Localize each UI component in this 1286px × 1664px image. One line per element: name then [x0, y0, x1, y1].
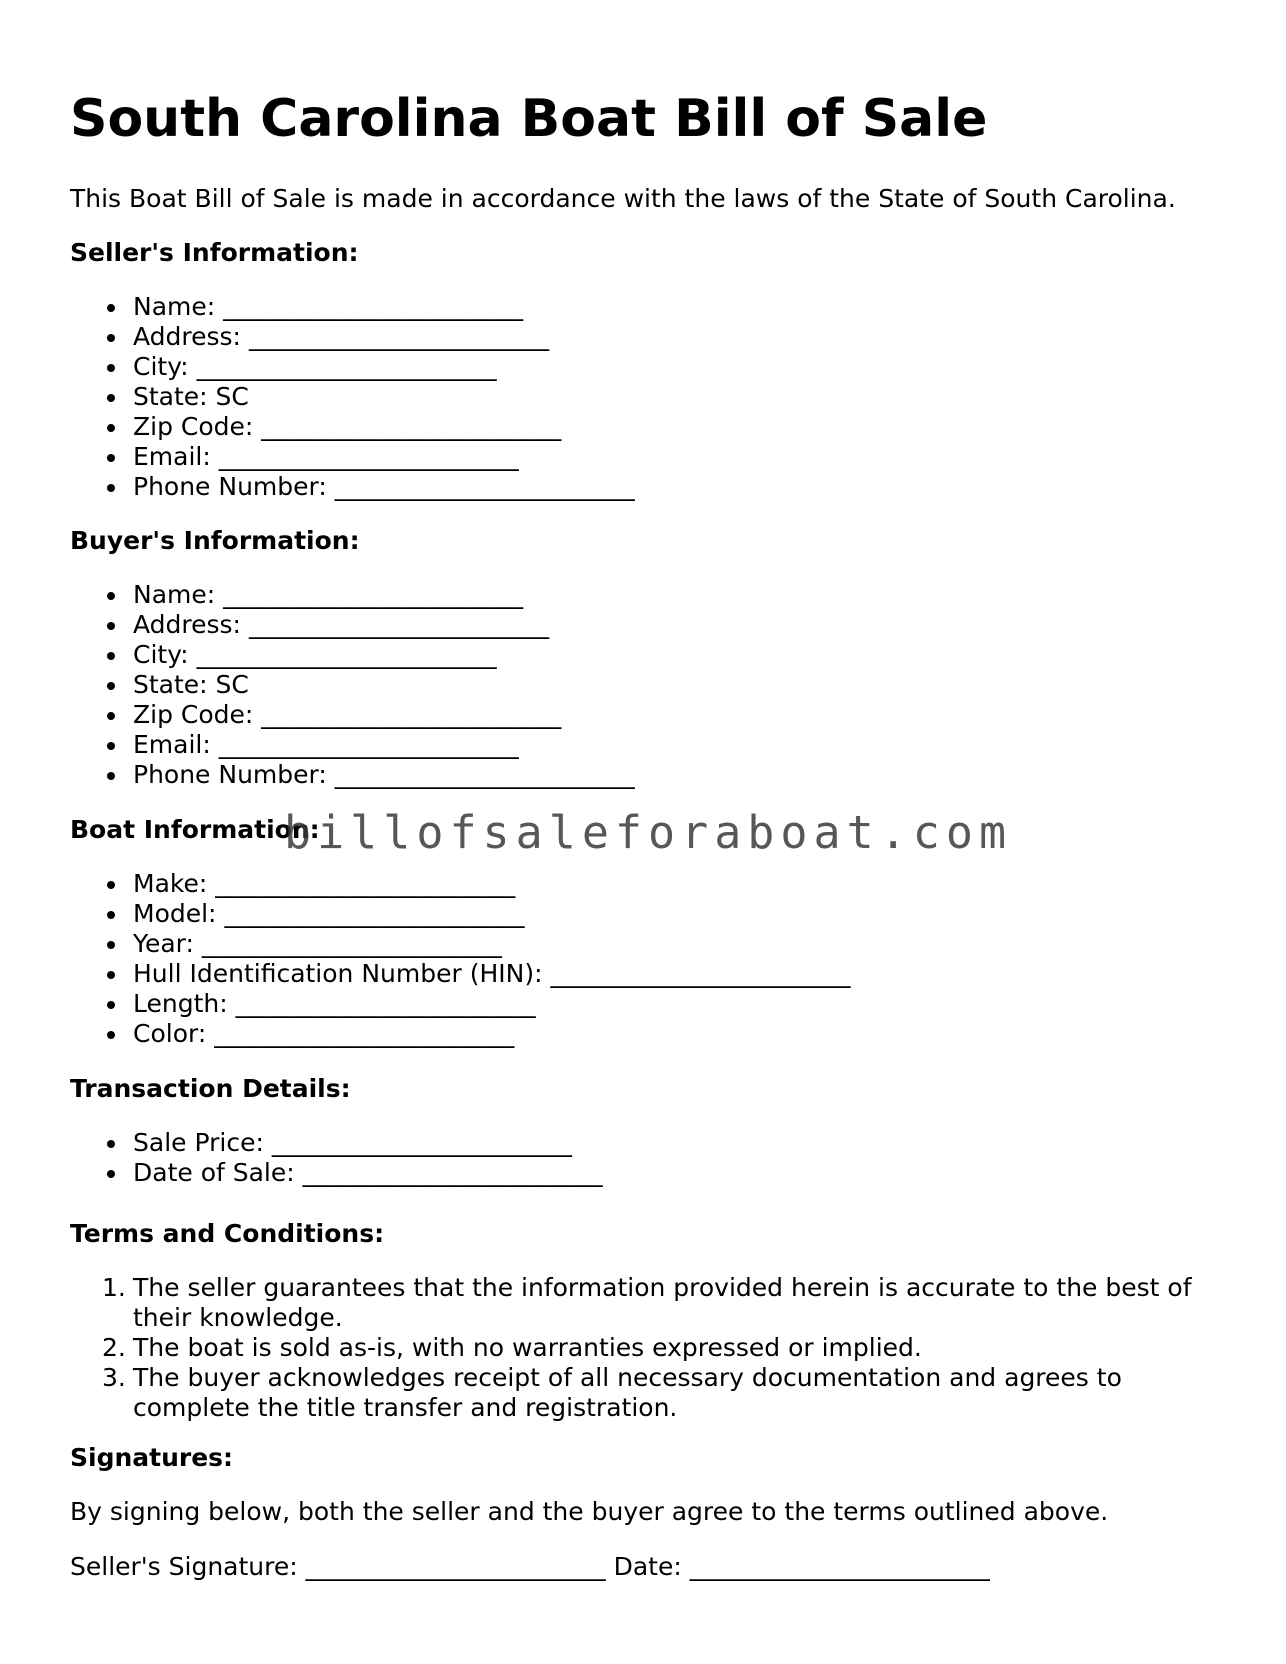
seller-heading: Seller's Information:	[70, 238, 359, 267]
seller-email-field: Email: ________________________	[70, 442, 635, 472]
seller-zip-field: Zip Code: ________________________	[70, 412, 635, 442]
buyer-fields	[70, 580, 635, 790]
buyer-heading: Buyer's Information:	[70, 526, 360, 555]
buyer-email-field: Email: ________________________	[70, 730, 635, 760]
transaction-heading: Transaction Details:	[70, 1074, 351, 1103]
seller-fields	[70, 292, 635, 502]
buyer-state-field: State: SC	[70, 670, 635, 700]
watermark-text: billofsaleforaboat.com	[284, 806, 1013, 859]
buyer-zip-field: Zip Code: ________________________	[70, 700, 635, 730]
page-title: South Carolina Boat Bill of Sale	[70, 89, 988, 149]
terms-heading: Terms and Conditions:	[70, 1219, 385, 1248]
buyer-phone-field: Phone Number: ________________________	[70, 760, 635, 790]
boat-fields	[70, 869, 850, 1049]
signatures-text: By signing below, both the seller and the buyer agree to the terms outlined above.	[70, 1497, 1109, 1526]
seller-signature-line: Seller's Signature: ________________________ Date: ________________________	[70, 1552, 990, 1581]
signatures-heading: Signatures:	[70, 1443, 234, 1472]
boat-hin-field: Hull Identification Number (HIN): ________________________	[70, 959, 850, 989]
date-of-sale-field: Date of Sale: ________________________	[70, 1158, 603, 1188]
boat-year-field: Year: ________________________	[70, 929, 850, 959]
seller-address-field: Address: ________________________	[70, 322, 635, 352]
buyer-city-field: City: ________________________	[70, 640, 635, 670]
seller-state-field: State: SC	[70, 382, 635, 412]
term-item: 3. The buyer acknowledges receipt of all necessary documentation and agrees to complete the title transfer and registration.	[102, 1363, 1122, 1422]
intro-paragraph: This Boat Bill of Sale is made in accordance with the laws of the State of South Carolina.	[70, 184, 1176, 213]
buyer-address-field: Address: ________________________	[70, 610, 635, 640]
seller-name-field: Name: ________________________	[70, 292, 635, 322]
boat-heading: Boat Information:	[70, 815, 320, 844]
seller-city-field: City: ________________________	[70, 352, 635, 382]
boat-length-field: Length: ________________________	[70, 989, 850, 1019]
buyer-name-field: Name: ________________________	[70, 580, 635, 610]
terms-list	[70, 1273, 1220, 1423]
boat-color-field: Color: ________________________	[70, 1019, 850, 1049]
sale-price-field: Sale Price: ________________________	[70, 1128, 603, 1158]
transaction-fields	[70, 1128, 603, 1188]
term-item: 2. The boat is sold as-is, with no warranties expressed or implied.	[102, 1333, 922, 1362]
boat-model-field: Model: ________________________	[70, 899, 850, 929]
seller-phone-field: Phone Number: ________________________	[70, 472, 635, 502]
term-item: 1. The seller guarantees that the information provided herein is accurate to the best of their knowledge.	[102, 1273, 1192, 1332]
boat-make-field: Make: ________________________	[70, 869, 850, 899]
